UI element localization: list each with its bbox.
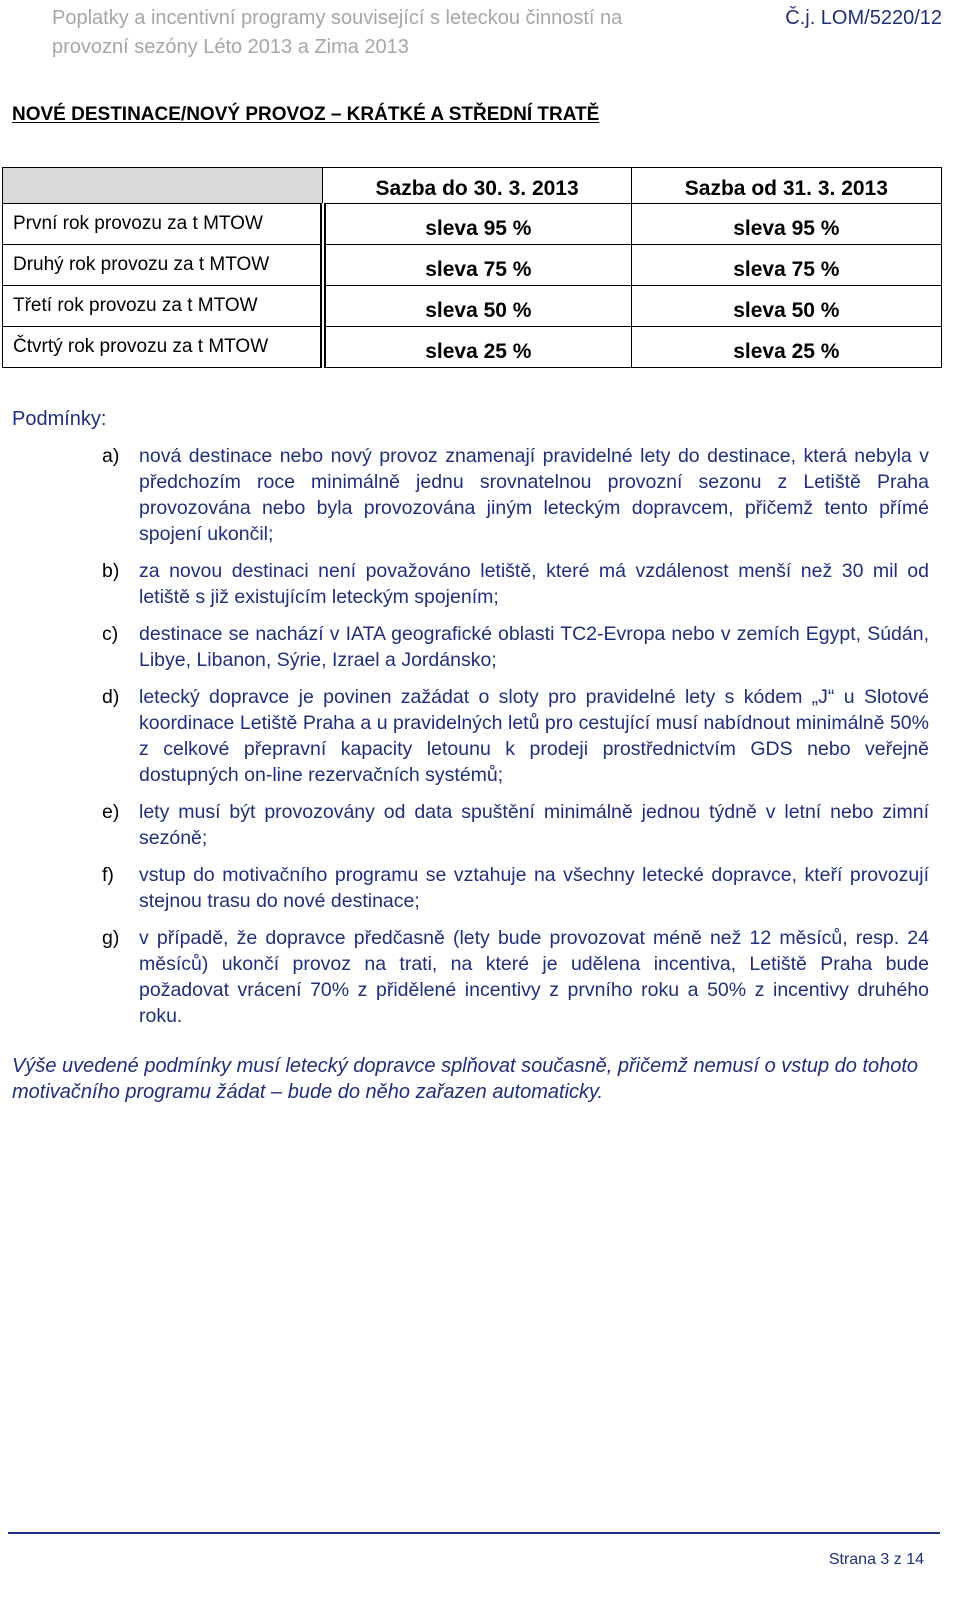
list-item-text: za novou destinaci není považováno letiště, které má vzdálenost menší než 30 mil od letiště s již existujícím leteckým spojením; [139,560,929,608]
column-header-rate-after: Sazba od 31. 3. 2013 [631,168,941,204]
list-item-text: nová destinace nebo nový provoz znamenají pravidelné lety do destinace, která nebyla v předchozím roce minimálně jednu srovnatelnou provozní sezonu z Letiště Praha provozována nebo byla provozována jiným leteckým dopravcem, přičemž tento přímé spojení ukončil; [139,445,929,545]
list-item-marker: d) [102,686,120,708]
list-item [102,443,929,547]
footer-divider [8,1532,940,1534]
table-row [3,204,942,245]
list-item [102,621,929,673]
rate-before-cell: sleva 95 % [323,204,631,245]
closing-note: Výše uvedené podmínky musí letecký dopravce splňovat současně, přičemž nemusí o vstup do tohoto motivačního programu žádat – bude do něho zařazen automaticky. [12,1055,919,1103]
list-item-text: vstup do motivačního programu se vztahuje na všechny letecké dopravce, kteří provozují stejnou trasu do nové destinace; [139,864,929,912]
list-item [102,862,929,914]
list-item [102,925,929,1029]
list-item-text: letecký dopravce je povinen zažádat o sloty pro pravidelné lety s kódem „J“ u Slotové koordinace Letiště Praha a u pravidelných letů pro cestující musí nabídnout minimálně 50% z celkové přepravní kapacity letounu k prodeji prostřednictvím GDS nebo veřejně dostupných on-line rezervačních systémů; [139,686,929,786]
conditions-list [102,443,929,1040]
list-item-marker: b) [102,560,120,582]
list-item-marker: e) [102,801,120,823]
table-row [3,286,942,327]
row-label: Čtvrtý rok provozu za t MTOW [3,327,323,368]
rate-before-cell: sleva 50 % [323,286,631,327]
rate-after-cell: sleva 95 % [631,204,941,245]
section-title: NOVÉ DESTINACE/NOVÝ PROVOZ – KRÁTKÉ A STŘEDNÍ TRATĚ [12,104,600,125]
list-item-text: lety musí být provozovány od data spuštění minimálně jednou týdně v letní nebo zimní sezóně; [139,801,929,849]
conditions-title: Podmínky: [12,408,107,430]
list-item [102,558,929,610]
document-header-title [52,4,732,62]
list-item-text: destinace se nachází v IATA geografické oblasti TC2-Evropa nebo v zemích Egypt, Súdán, Libye, Libanon, Sýrie, Izrael a Jordánsko; [139,623,929,671]
rate-after-cell: sleva 25 % [631,327,941,368]
header-title-line-1: Poplatky a incentivní programy související s leteckou činností na [52,7,623,29]
table-row [3,327,942,368]
rate-before-cell: sleva 25 % [323,327,631,368]
rate-before-cell: sleva 75 % [323,245,631,286]
header-title-line-2: provozní sezóny Léto 2013 a Zima 2013 [52,36,409,58]
list-item-marker: f) [102,864,114,886]
page-number: Strana 3 z 14 [828,1551,924,1568]
table-header-row [3,168,942,204]
row-label: Třetí rok provozu za t MTOW [3,286,323,327]
document-reference-number: Č.j. LOM/5220/12 [785,7,942,29]
list-item-text: v případě, že dopravce předčasně (lety bude provozovat méně než 12 měsíců, resp. 24 měsíců) ukončí provoz na trati, na které je udělena incentiva, Letiště Praha bude požadovat vrácení 70% z přidělené incentivy z prvního roku a 50% z incentivy druhého roku. [139,927,929,1027]
column-header-rate-before: Sazba do 30. 3. 2013 [323,168,631,204]
table-header-empty-cell [3,168,323,204]
row-label: První rok provozu za t MTOW [3,204,323,245]
list-item-marker: c) [102,623,119,645]
rate-after-cell: sleva 50 % [631,286,941,327]
list-item-marker: g) [102,927,120,949]
list-item-marker: a) [102,445,120,467]
table-row [3,245,942,286]
list-item [102,799,929,851]
rate-after-cell: sleva 75 % [631,245,941,286]
row-label: Druhý rok provozu za t MTOW [3,245,323,286]
discount-table [2,167,942,368]
list-item [102,684,929,788]
